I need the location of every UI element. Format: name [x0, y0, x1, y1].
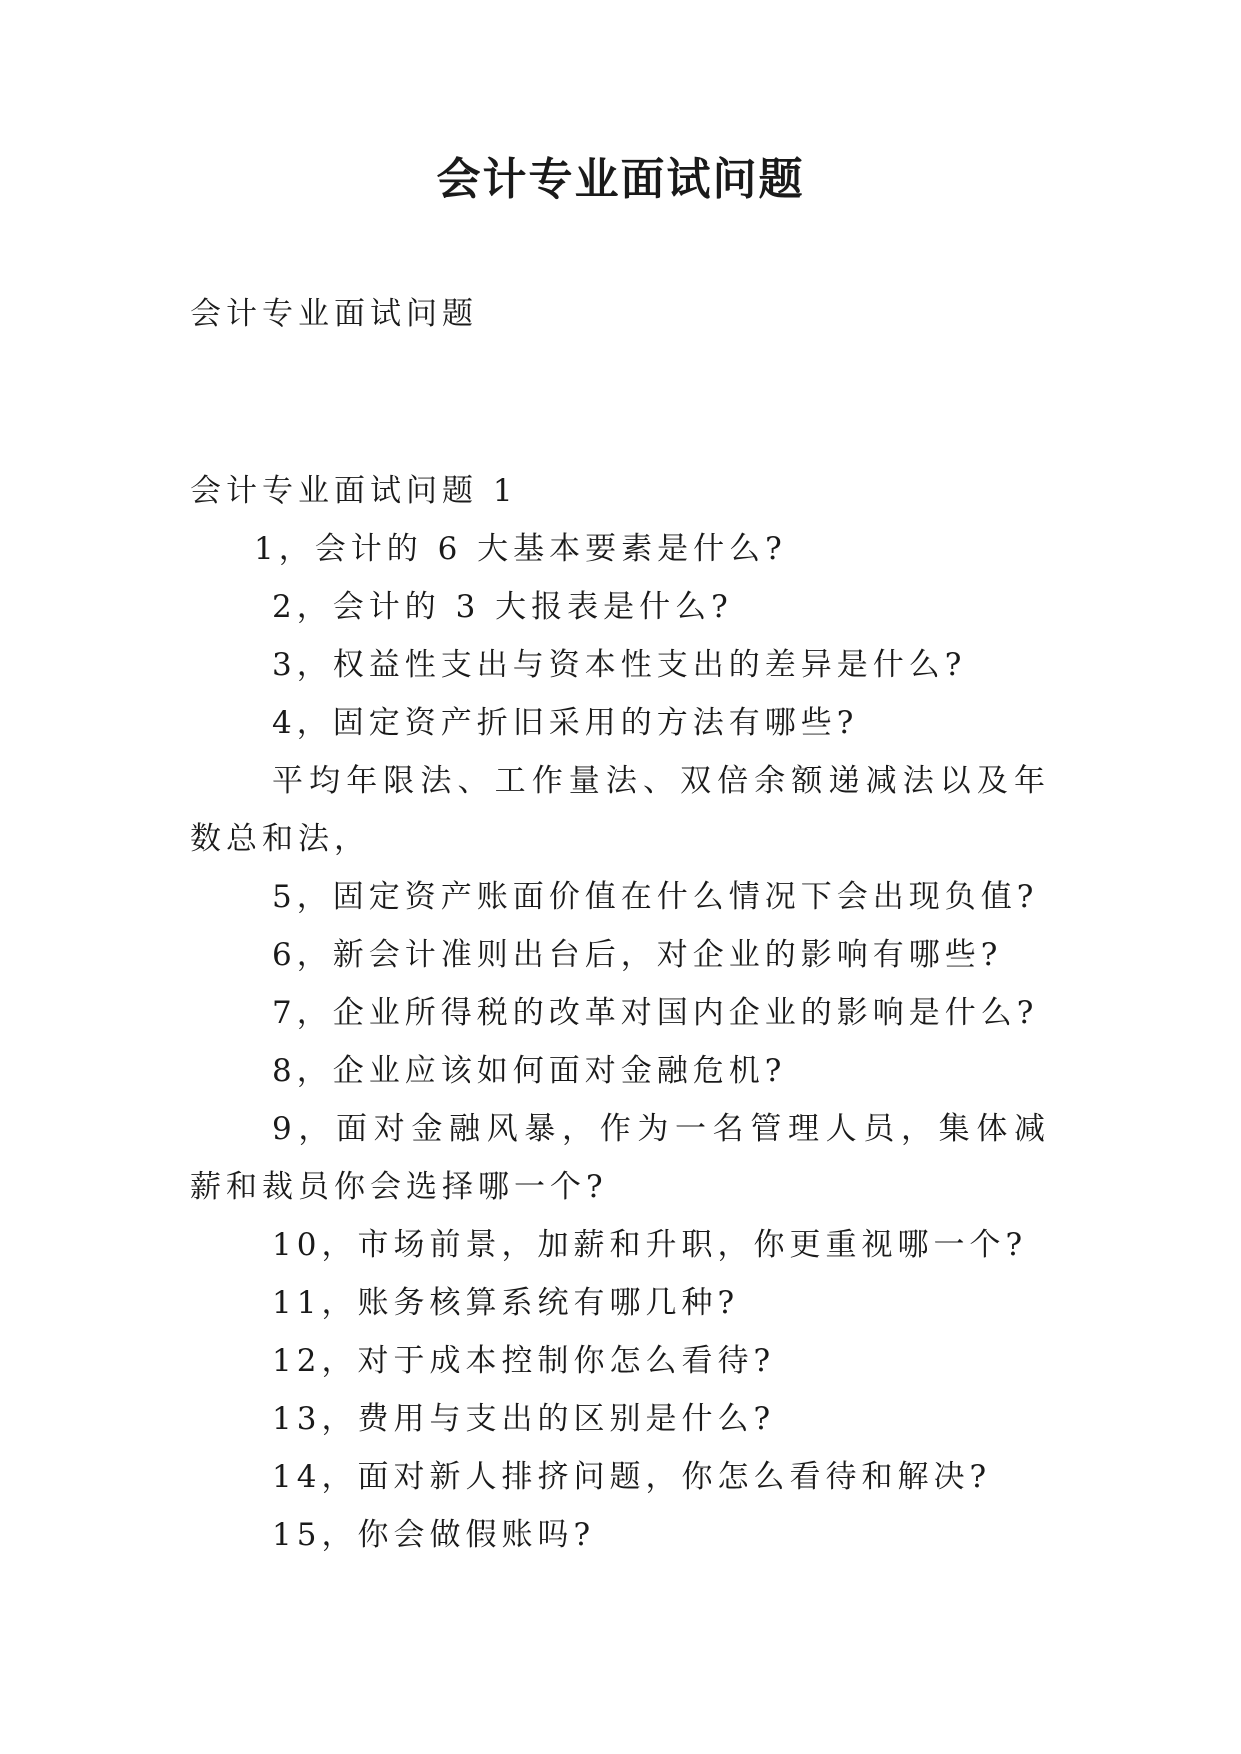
document-subtitle: 会计专业面试问题 — [190, 296, 478, 332]
list-item: 2，会计的 3 大报表是什么? — [272, 589, 733, 625]
list-item: 8，企业应该如何面对金融危机? — [272, 1053, 787, 1089]
list-item: 平均年限法、工作量法、双倍余额递减法以及年数总和法， — [190, 763, 1050, 857]
list-item: 7，企业所得税的改革对国内企业的影响是什么? — [272, 995, 1039, 1031]
list-item: 12，对于成本控制你怎么看待? — [272, 1343, 776, 1379]
list-item: 13，费用与支出的区别是什么? — [272, 1401, 776, 1437]
list-item: 10，市场前景，加薪和升职，你更重视哪一个? — [272, 1227, 1028, 1263]
list-item: 3，权益性支出与资本性支出的差异是什么? — [272, 647, 967, 683]
list-item: 14，面对新人排挤问题，你怎么看待和解决? — [272, 1459, 992, 1495]
list-item: 11，账务核算系统有哪几种? — [272, 1285, 740, 1321]
list-item: 5，固定资产账面价值在什么情况下会出现负值? — [272, 879, 1039, 915]
question-list — [190, 520, 1050, 1564]
list-item: 6，新会计准则出台后，对企业的影响有哪些? — [272, 937, 1003, 973]
section-heading: 会计专业面试问题 1 — [190, 473, 518, 509]
list-item: 15，你会做假账吗? — [272, 1517, 596, 1553]
document-title: 会计专业面试问题 — [436, 154, 805, 205]
list-item: 4，固定资产折旧采用的方法有哪些? — [272, 705, 859, 741]
list-item: 9，面对金融风暴，作为一名管理人员，集体减薪和裁员你会选择哪一个? — [190, 1111, 1050, 1205]
list-item: 1，会计的 6 大基本要素是什么? — [254, 531, 787, 567]
